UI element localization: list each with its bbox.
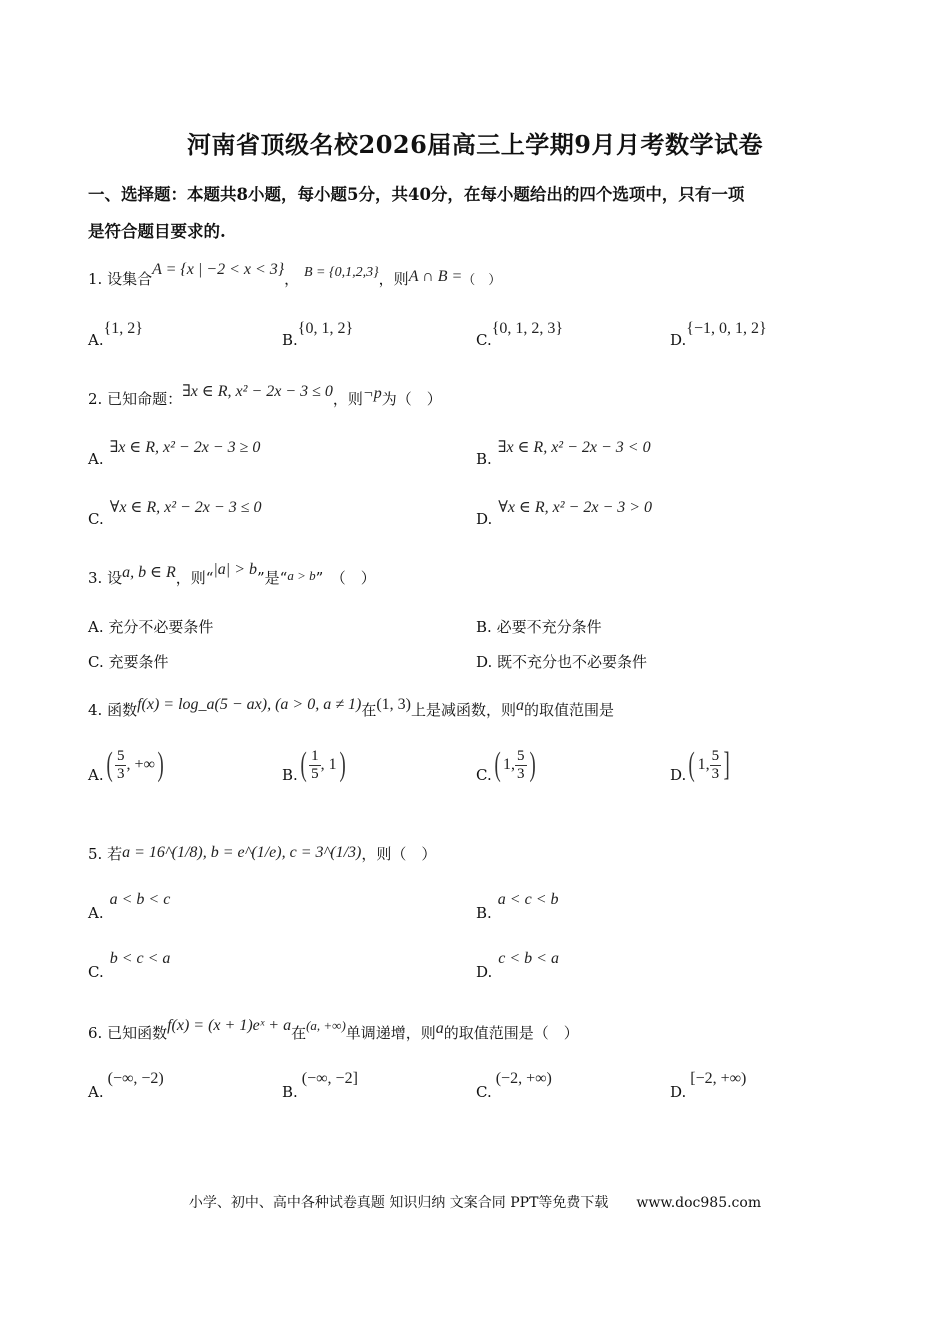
q2-option-a: A.∃x ∈ R, x² − 2x − 3 ≥ 0 bbox=[88, 439, 261, 468]
q2-prefix: 2. 已知命题： bbox=[88, 390, 183, 408]
q4-option-a: A. ( $\frac{5}{3}$ , +∞ ) bbox=[88, 746, 164, 784]
q1-option-b: B.{0, 1, 2} bbox=[282, 320, 354, 349]
q2-negation: ¬p bbox=[362, 385, 382, 402]
question-6 bbox=[88, 1017, 579, 1043]
q1-option-a: A.{1, 2} bbox=[88, 320, 143, 349]
page-title: 河南省顶级名校2026届高三上学期9月月考数学试卷 bbox=[187, 130, 763, 159]
q3-mid2: ”是“ bbox=[256, 569, 288, 587]
q4-option-d: D. ( 1, $\frac{5}{3}$ ] bbox=[670, 746, 730, 784]
q4-d-fraction: $\frac{5}{3}$ bbox=[711, 747, 720, 782]
q6-mid: 在 bbox=[291, 1024, 307, 1042]
q6-prefix: 6. 已知函数 bbox=[88, 1024, 168, 1042]
q6-option-a: A.(−∞, −2) bbox=[88, 1070, 164, 1101]
q5-expression: a = 16^(1/8), b = e^(1/e), c = 3^(1/3) bbox=[122, 844, 362, 861]
q6-option-c: C.(−2, +∞) bbox=[476, 1070, 552, 1101]
section-heading-line2: 是符合题目要求的. bbox=[88, 222, 226, 241]
q2-option-b: B.∃x ∈ R, x² − 2x − 3 < 0 bbox=[476, 439, 651, 468]
q1-prefix: 1. 设集合 bbox=[88, 270, 153, 288]
q1-set-b: B = {0,1,2,3} bbox=[303, 265, 379, 280]
q2-option-c: C.∀x ∈ R, x² − 2x − 3 ≤ 0 bbox=[88, 499, 262, 528]
q4-tail1: 上是减函数，则 bbox=[411, 701, 517, 719]
q2-option-d: D.∀x ∈ R, x² − 2x − 3 > 0 bbox=[476, 499, 653, 528]
question-2 bbox=[88, 383, 442, 409]
q5-tail: ，则（ ） bbox=[361, 845, 437, 863]
q1-sep: ， bbox=[284, 270, 300, 288]
q3-option-a: A. 充分不必要条件 bbox=[88, 618, 214, 636]
q3-option-c: C. 充要条件 bbox=[88, 653, 169, 671]
q5-option-c: C.b < c < a bbox=[88, 950, 171, 981]
question-1 bbox=[88, 261, 502, 289]
q5-option-a: A.a < b < c bbox=[88, 891, 171, 922]
q3-vars: a, b ∈ R bbox=[122, 564, 176, 581]
q6-var: a bbox=[435, 1020, 444, 1037]
q5-prefix: 5. 若 bbox=[88, 845, 123, 863]
q4-c-fraction: $\frac{5}{3}$ bbox=[517, 747, 525, 782]
q4-b-fraction: $\frac{1}{5}$ bbox=[311, 747, 319, 782]
q6-tail1: 单调递增，则 bbox=[345, 1024, 436, 1042]
q3-option-b: B. 必要不充分条件 bbox=[476, 618, 602, 636]
page-footer: 小学、初中、高中各种试卷真题 知识归纳 文案合同 PPT等免费下载 www.doc985.com bbox=[188, 1195, 762, 1211]
q4-mid: 在 bbox=[361, 701, 377, 719]
q6-option-b: B.(−∞, −2] bbox=[282, 1070, 358, 1101]
q4-a-fraction: $\frac{5}{3}$ bbox=[116, 747, 125, 782]
section-heading-line1: 一、选择题：本题共8小题，每小题5分，共40分，在每小题给出的四个选项中，只有一项 bbox=[88, 185, 745, 204]
q1-mid: ，则 bbox=[378, 270, 409, 288]
q3-mid1: ，则“ bbox=[175, 569, 214, 587]
q3-cond1: |a| > b bbox=[213, 561, 257, 578]
q1-option-c: C.{0, 1, 2, 3} bbox=[476, 320, 564, 349]
q4-function: f(x) = log_a(5 − ax), (a > 0, a ≠ 1) bbox=[137, 696, 362, 713]
q4-option-c: C. ( 1, $\frac{5}{3}$ ) bbox=[476, 746, 536, 784]
q3-cond2: a > b bbox=[287, 568, 316, 583]
q2-tail: 为（ ） bbox=[381, 390, 442, 408]
q3-prefix: 3. 设 bbox=[88, 569, 123, 587]
q4-option-b: B. ( $\frac{1}{5}$ , 1 ) bbox=[282, 746, 346, 784]
q6-option-d: D.[−2, +∞) bbox=[670, 1070, 747, 1101]
q5-option-b: B.a < c < b bbox=[476, 891, 559, 922]
q3-tail: ” （ ） bbox=[315, 569, 376, 587]
q1-expr: A ∩ B = bbox=[408, 268, 463, 285]
question-5 bbox=[88, 843, 436, 864]
q4-prefix: 4. 函数 bbox=[88, 701, 138, 719]
q4-tail2: 的取值范围是 bbox=[524, 701, 615, 719]
question-4 bbox=[88, 696, 615, 720]
q1-option-d: D.{−1, 0, 1, 2} bbox=[670, 320, 767, 349]
q1-set-a: A = {x | −2 < x < 3} bbox=[152, 261, 285, 278]
q1-paren: （ ） bbox=[462, 273, 502, 288]
q2-statement: ∃x ∈ R, x² − 2x − 3 ≤ 0 bbox=[182, 383, 333, 400]
q6-function: f(x) = (x + 1)eˣ + a bbox=[167, 1017, 292, 1034]
q3-option-d: D. 既不充分也不必要条件 bbox=[476, 653, 648, 671]
q6-interval: (a, +∞) bbox=[306, 1018, 346, 1033]
q5-option-d: D.c < b < a bbox=[476, 950, 559, 981]
q4-var: a bbox=[516, 697, 525, 714]
question-3 bbox=[88, 561, 376, 588]
q6-tail2: 的取值范围是（ ） bbox=[443, 1024, 579, 1042]
q4-interval: (1, 3) bbox=[376, 696, 411, 713]
q2-mid: ，则 bbox=[332, 390, 363, 408]
